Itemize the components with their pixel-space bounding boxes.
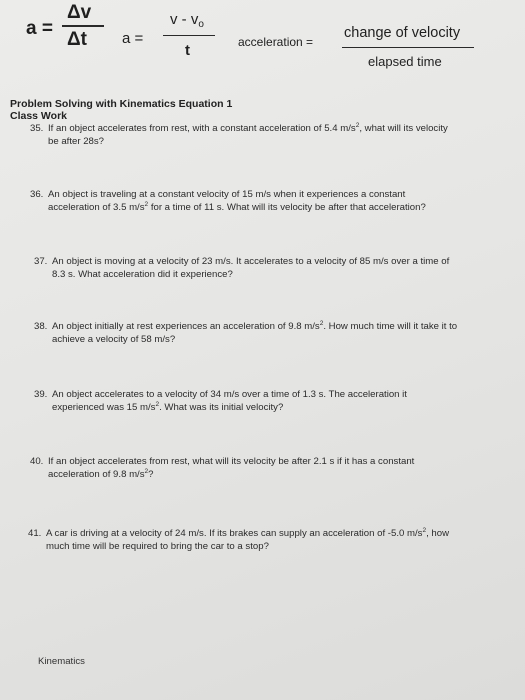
question-36: 36. An object is traveling at a constant velocity of 15 m/s when it experiences a constant acceleration of 3.5 $m/s^2$ for a time of 11 s. What will its velocity be after that acceleration? bbox=[30, 189, 426, 213]
question-37: 37. An object is moving at a velocity of 23 m/s. It accelerates to a velocity of 85 m/s over a time of 8.3 s. What acceleration did it experience? bbox=[34, 256, 450, 280]
formula-3-fraction-bar bbox=[342, 47, 474, 48]
worksheet-title: Problem Solving with Kinematics Equation 1 bbox=[10, 98, 233, 110]
formula-2-numerator: v - $v_o$ bbox=[170, 11, 204, 30]
question-number: 35. bbox=[30, 123, 44, 134]
question-number: 38. bbox=[34, 321, 48, 332]
formula-1-fraction-bar bbox=[62, 25, 104, 27]
question-number: 37. bbox=[34, 256, 48, 267]
question-number: 36. bbox=[30, 189, 44, 200]
formula-2-denominator: t bbox=[185, 42, 190, 59]
question-38: 38. An object initially at rest experiences an acceleration of 9.8 $m/s^2$. How much time will it take it to achieve a velocity of 58 m/s? bbox=[34, 320, 458, 345]
formula-1-lhs: a = bbox=[26, 18, 53, 39]
question-number: 39. bbox=[34, 389, 48, 400]
formula-1-numerator: Δv bbox=[67, 2, 92, 23]
formula-2-fraction-bar bbox=[163, 35, 215, 36]
formula-3-numerator: change of velocity bbox=[344, 25, 461, 41]
formula-3-denominator: elapsed time bbox=[368, 54, 442, 69]
question-40: 40. If an object accelerates from rest, what will its velocity be after 2.1 s if it has a constant acceleration of 9.8 $m/s^2$? bbox=[30, 456, 415, 480]
question-41: 41. A car is driving at a velocity of 24 m/s. If its brakes can supply an acceleration of -5.0 $m/s^2$, how much time will be required to bring the car to a stop? bbox=[28, 527, 450, 552]
formula-2-lhs: a = bbox=[122, 30, 144, 47]
question-35: 35. If an object accelerates from rest, with a constant acceleration of 5.4 $m/s^2$, what will its velocity be after 28s? bbox=[30, 122, 448, 147]
question-39: 39. An object accelerates to a velocity of 34 m/s over a time of 1.3 s. The acceleration it experienced was 15 $m/s^2$. What was its initial velocity? bbox=[34, 389, 407, 413]
question-number: 40. bbox=[30, 456, 44, 467]
question-number: 41. bbox=[28, 528, 42, 539]
worksheet-subtitle: Class Work bbox=[10, 110, 67, 122]
footer-label: Kinematics bbox=[38, 656, 85, 667]
formula-1-denominator: Δt bbox=[67, 29, 87, 50]
formula-3-lhs: acceleration = bbox=[238, 35, 314, 49]
